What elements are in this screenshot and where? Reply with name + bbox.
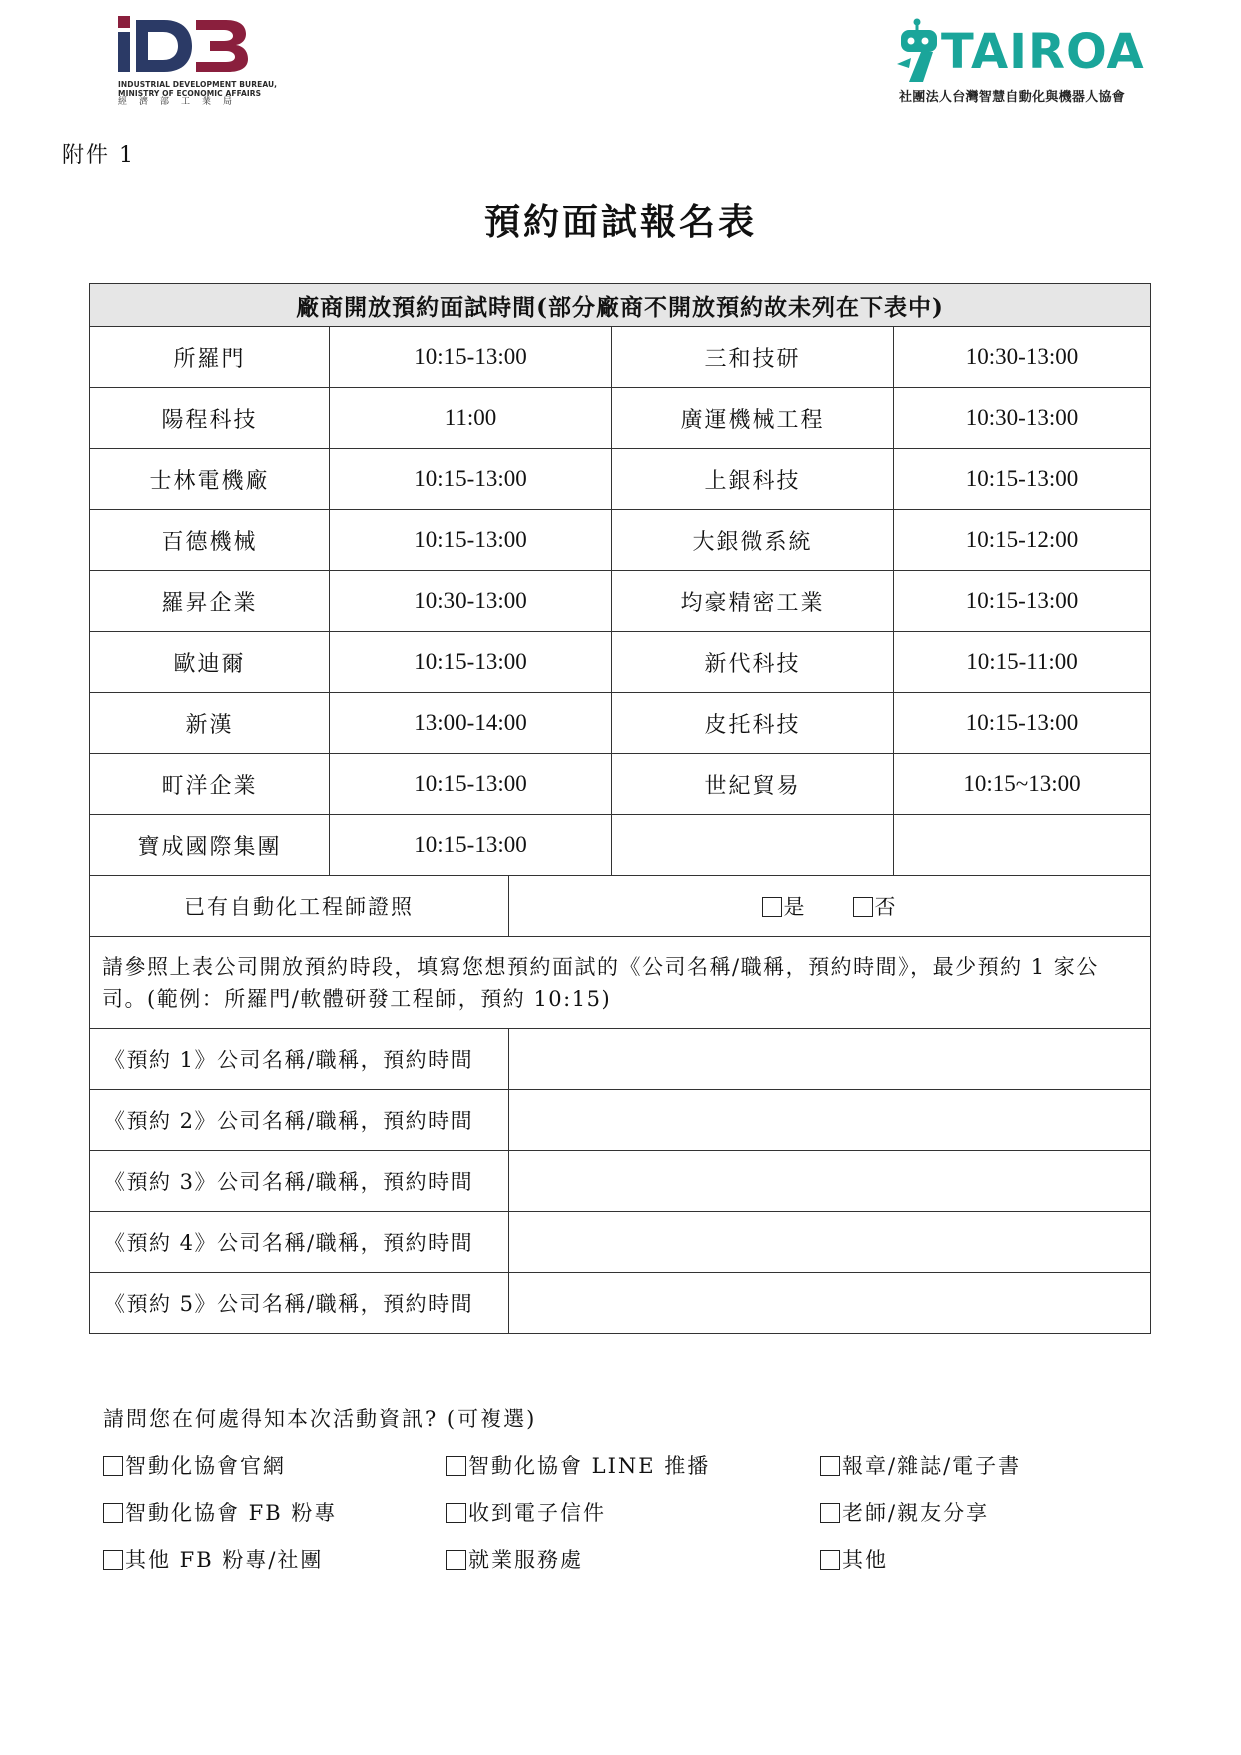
- tairoa-logo-text: TAIROA: [941, 24, 1145, 80]
- table-row: [90, 327, 1151, 388]
- option-label: 智動化協會 FB 粉專: [125, 1501, 338, 1525]
- interview-time: 10:15-13:00: [330, 754, 612, 815]
- checkbox[interactable]: [446, 1503, 466, 1523]
- company-name: 寶成國際集團: [90, 815, 330, 876]
- idb-logo-cn: 經濟部工業局: [118, 97, 245, 107]
- reservation-slot-row: [90, 1273, 1151, 1334]
- slot-label: 《預約 3》公司名稱/職稱，預約時間: [90, 1151, 509, 1212]
- checkbox[interactable]: [820, 1503, 840, 1523]
- empty-cell: [894, 815, 1151, 876]
- option-label: 就業服務處: [468, 1548, 583, 1572]
- checkbox[interactable]: [103, 1503, 123, 1523]
- company-name: 歐迪爾: [90, 632, 330, 693]
- survey-option[interactable]: [446, 1497, 606, 1527]
- table-row: [90, 510, 1151, 571]
- slot-label: 《預約 5》公司名稱/職稱，預約時間: [90, 1273, 509, 1334]
- certificate-options: [509, 876, 1151, 937]
- checkbox[interactable]: [103, 1550, 123, 1570]
- company-name: 三和技研: [612, 327, 894, 388]
- checkbox[interactable]: [446, 1456, 466, 1476]
- idb-logo-caption: [118, 80, 277, 107]
- checkbox[interactable]: [853, 897, 873, 917]
- option-label: 報章/雜誌/電子書: [842, 1454, 1022, 1478]
- certificate-row: [90, 876, 1151, 937]
- survey-option[interactable]: [103, 1544, 323, 1574]
- interview-time: 10:15-13:00: [894, 693, 1151, 754]
- reservation-slot-row: [90, 1212, 1151, 1273]
- page-title: 預約面試報名表: [483, 201, 757, 243]
- option-label: 智動化協會官網: [125, 1454, 286, 1478]
- interview-time: 10:15-13:00: [330, 815, 612, 876]
- option-label: 智動化協會 LINE 推播: [468, 1454, 711, 1478]
- slot-input[interactable]: [509, 1090, 1151, 1151]
- interview-time: 10:15~13:00: [894, 754, 1151, 815]
- company-name: 百德機械: [90, 510, 330, 571]
- table-row: [90, 754, 1151, 815]
- checkbox[interactable]: [762, 897, 782, 917]
- interview-time: 11:00: [330, 388, 612, 449]
- tairoa-logo: [897, 18, 1157, 108]
- company-name: 均豪精密工業: [612, 571, 894, 632]
- company-name: 廣運機械工程: [612, 388, 894, 449]
- slot-input[interactable]: [509, 1029, 1151, 1090]
- survey-option[interactable]: [446, 1544, 583, 1574]
- checkbox[interactable]: [820, 1456, 840, 1476]
- interview-time: 10:15-12:00: [894, 510, 1151, 571]
- reservation-slot-row: [90, 1151, 1151, 1212]
- interview-time: 10:15-13:00: [894, 449, 1151, 510]
- interview-time: 13:00-14:00: [330, 693, 612, 754]
- company-name: 新漢: [90, 693, 330, 754]
- idb-logo-name: INDUSTRIAL DEVELOPMENT BUREAU,: [118, 80, 278, 89]
- survey-option[interactable]: [446, 1450, 710, 1480]
- company-name: 世紀貿易: [612, 754, 894, 815]
- interview-time: 10:15-11:00: [894, 632, 1151, 693]
- survey-option[interactable]: [820, 1544, 888, 1574]
- certificate-no-option[interactable]: [853, 891, 898, 921]
- table-row: [90, 449, 1151, 510]
- company-name: 士林電機廠: [90, 449, 330, 510]
- empty-cell: [612, 815, 894, 876]
- tairoa-logo-cn: 社團法人台灣智慧自動化與機器人協會: [899, 90, 1126, 105]
- slot-label: 《預約 4》公司名稱/職稱，預約時間: [90, 1212, 509, 1273]
- company-name: 町洋企業: [90, 754, 330, 815]
- interview-time: 10:30-13:00: [894, 388, 1151, 449]
- option-label: 收到電子信件: [468, 1501, 606, 1525]
- table-row: [90, 632, 1151, 693]
- interview-time: 10:15-13:00: [330, 449, 612, 510]
- table-row: [90, 388, 1151, 449]
- certificate-yes-option[interactable]: [762, 891, 807, 921]
- interview-time: 10:15-13:00: [894, 571, 1151, 632]
- checkbox[interactable]: [103, 1456, 123, 1476]
- table-row: [90, 815, 1151, 876]
- robot-icon: [897, 18, 943, 84]
- slot-input[interactable]: [509, 1273, 1151, 1334]
- slot-label: 《預約 1》公司名稱/職稱，預約時間: [90, 1029, 509, 1090]
- option-label: 其他 FB 粉專/社團: [125, 1548, 324, 1572]
- checkbox[interactable]: [820, 1550, 840, 1570]
- survey-option[interactable]: [820, 1497, 989, 1527]
- reservation-slot-row: [90, 1029, 1151, 1090]
- schedule-header-row: [90, 284, 1151, 327]
- company-name: 上銀科技: [612, 449, 894, 510]
- schedule-header: 廠商開放預約面試時間(部分廠商不開放預約故未列在下表中): [90, 284, 1151, 327]
- idb-logo-ministry: MINISTRY OF ECONOMIC AFFAIRS: [118, 89, 262, 98]
- company-name: 羅昇企業: [90, 571, 330, 632]
- slot-input[interactable]: [509, 1212, 1151, 1273]
- schedule-table: [89, 283, 1151, 876]
- attachment-label: 附件 1: [62, 143, 135, 168]
- interview-time: 10:30-13:00: [330, 571, 612, 632]
- reservation-slot-row: [90, 1090, 1151, 1151]
- survey-question: 請問您在何處得知本次活動資訊? (可複選): [103, 1407, 537, 1431]
- option-label: 老師/親友分享: [842, 1501, 990, 1525]
- interview-time: 10:15-13:00: [330, 510, 612, 571]
- reservation-form: [89, 875, 1151, 1334]
- option-label: 其他: [842, 1548, 888, 1572]
- idb-logo: [118, 14, 288, 114]
- survey-option[interactable]: [103, 1497, 337, 1527]
- table-row: [90, 693, 1151, 754]
- interview-time: 10:30-13:00: [894, 327, 1151, 388]
- survey-option[interactable]: [103, 1450, 286, 1480]
- table-row: [90, 571, 1151, 632]
- slot-input[interactable]: [509, 1151, 1151, 1212]
- company-name: 大銀微系統: [612, 510, 894, 571]
- company-name: 所羅門: [90, 327, 330, 388]
- survey-option[interactable]: [820, 1450, 1021, 1480]
- option-label: 是: [783, 895, 807, 919]
- idb-logo-mark: [118, 14, 248, 76]
- company-name: 陽程科技: [90, 388, 330, 449]
- certificate-label: 已有自動化工程師證照: [90, 876, 509, 937]
- interview-time: 10:15-13:00: [330, 632, 612, 693]
- checkbox[interactable]: [446, 1550, 466, 1570]
- company-name: 皮托科技: [612, 693, 894, 754]
- instruction-note: 請參照上表公司開放預約時段，填寫您想預約面試的《公司名稱/職稱，預約時間》，最少預約 1 家公司。(範例：所羅門/軟體研發工程師，預約 10:15): [90, 937, 1151, 1029]
- note-row: [90, 937, 1151, 1029]
- interview-time: 10:15-13:00: [330, 327, 612, 388]
- option-label: 否: [874, 895, 898, 919]
- slot-label: 《預約 2》公司名稱/職稱，預約時間: [90, 1090, 509, 1151]
- company-name: 新代科技: [612, 632, 894, 693]
